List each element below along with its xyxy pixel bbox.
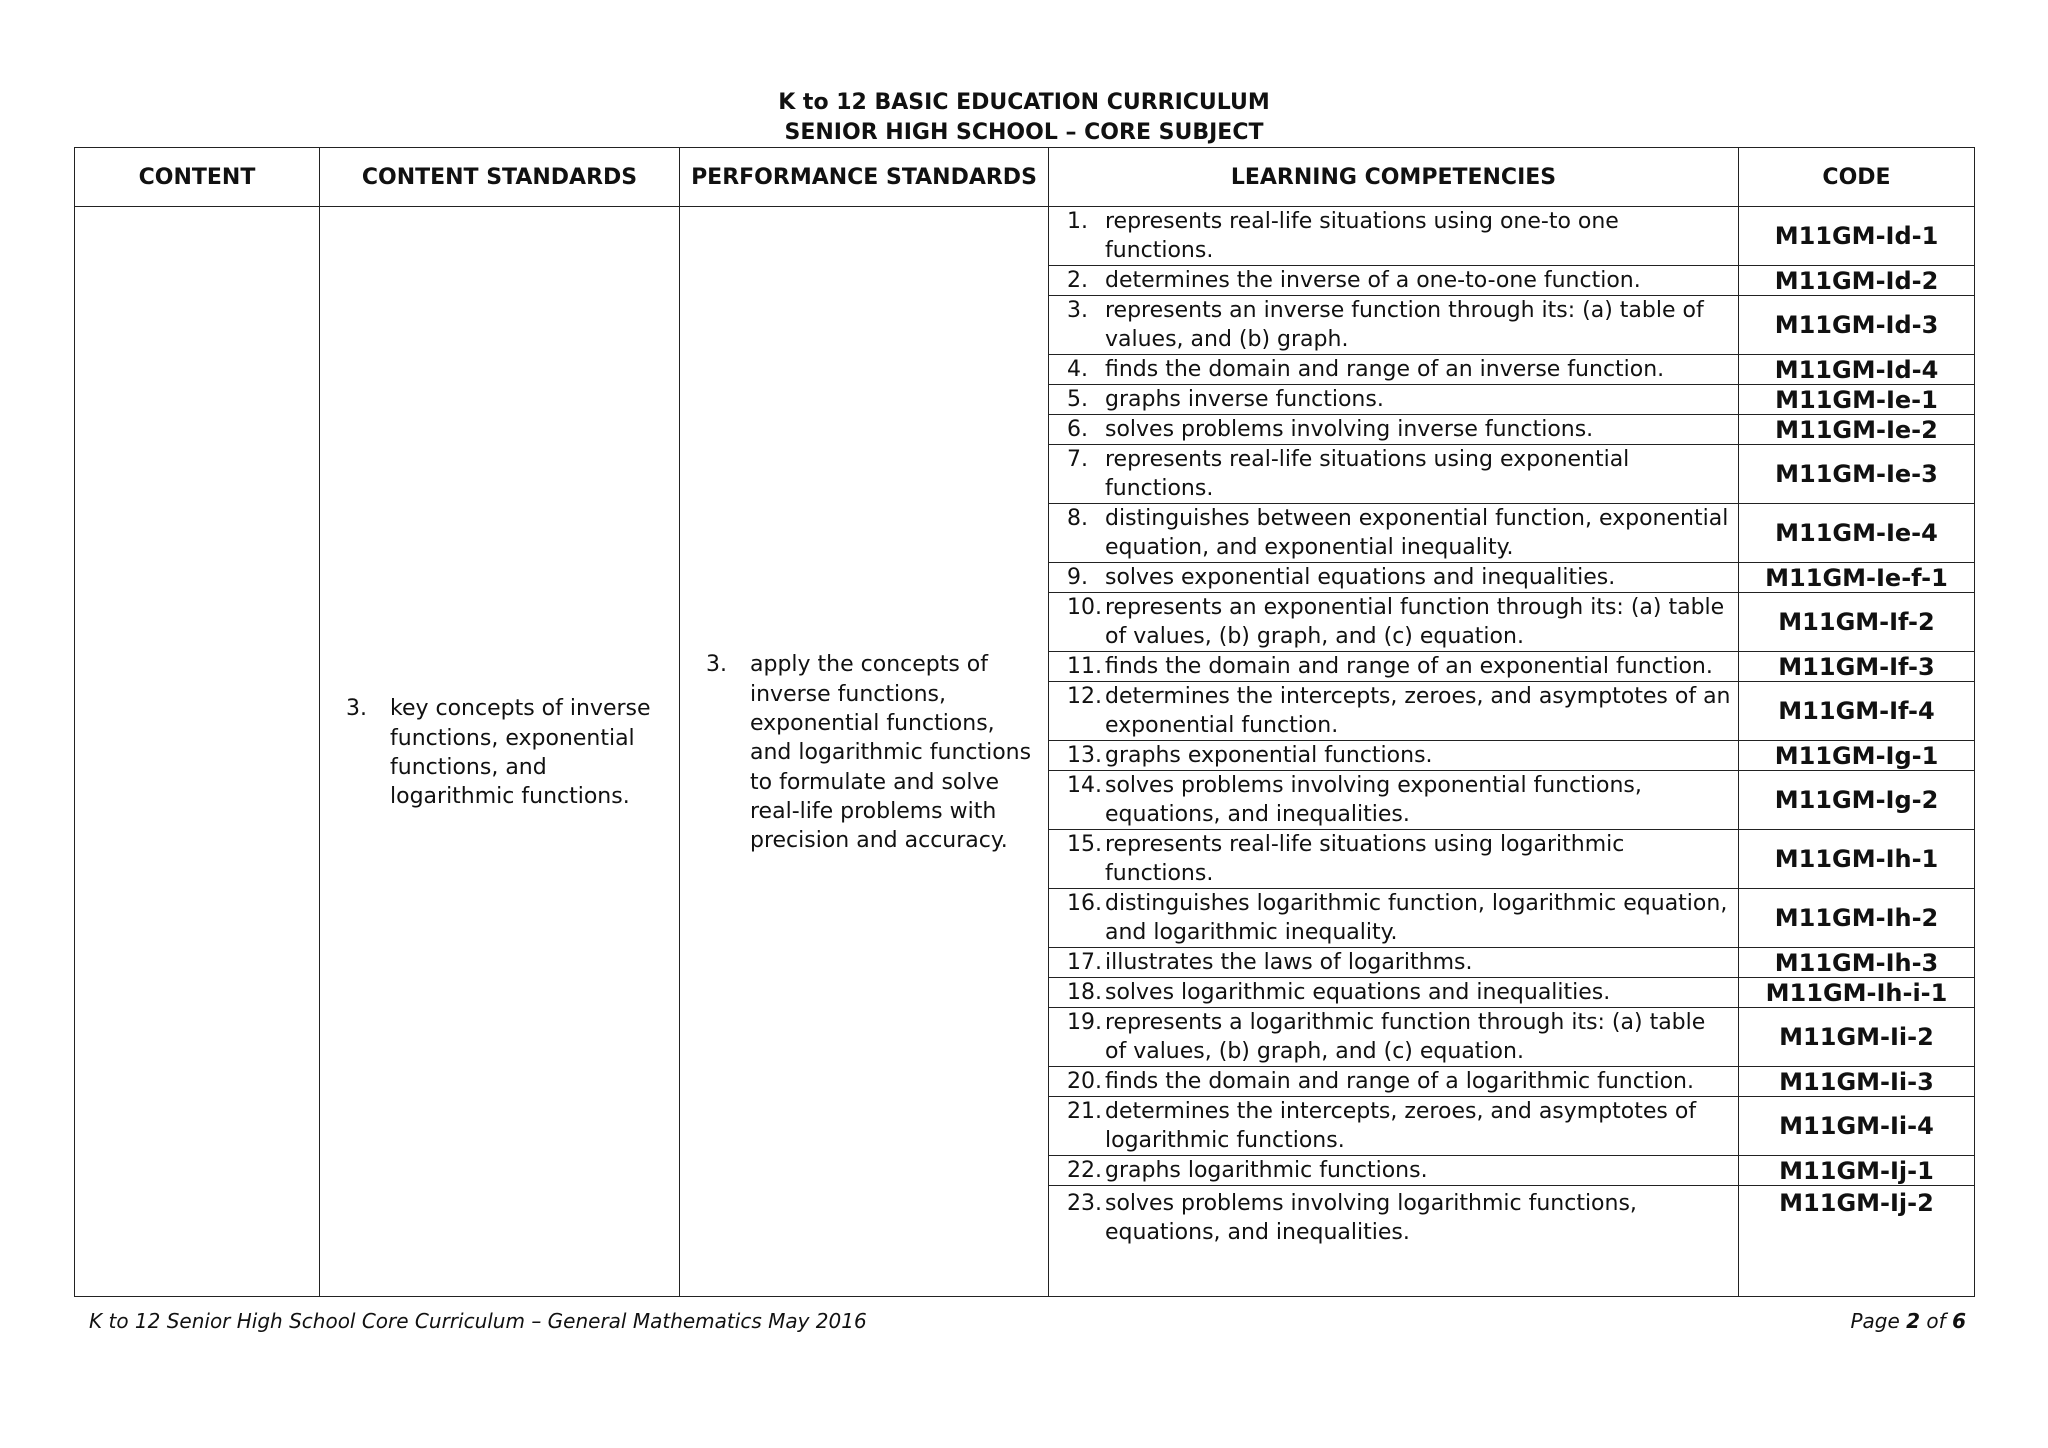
competency-code: M11GM-Id-2 <box>1739 266 1975 296</box>
competency-number: 7. <box>1067 447 1088 472</box>
competency-number: 4. <box>1067 357 1088 382</box>
competency-code: M11GM-If-2 <box>1739 593 1975 652</box>
learning-competency <box>1049 978 1738 1007</box>
competency-number: 15. <box>1067 832 1102 857</box>
competency-text: finds the domain and range of an inverse function. <box>1105 357 1665 382</box>
performance-standard-number: 3. <box>706 652 727 678</box>
learning-competency <box>1049 1097 1738 1155</box>
learning-competency-cell <box>1049 415 1739 445</box>
column-header-code: CODE <box>1739 148 1975 207</box>
competency-number: 12. <box>1067 684 1102 709</box>
content-standard-item <box>320 691 679 811</box>
competency-code: M11GM-Ii-3 <box>1739 1067 1975 1097</box>
footer-page-number: Page 2 of 6 <box>1850 1309 1966 1333</box>
learning-competency <box>1049 771 1738 829</box>
competency-text: finds the domain and range of an exponential function. <box>1105 654 1713 679</box>
competency-code: M11GM-If-3 <box>1739 652 1975 682</box>
learning-competency <box>1049 1067 1738 1096</box>
competency-text: determines the intercepts, zeroes, and asymptotes of an exponential function. <box>1105 684 1731 738</box>
learning-competency <box>1049 652 1738 681</box>
learning-competency <box>1049 1008 1738 1066</box>
learning-competency <box>1049 355 1738 384</box>
competency-number: 21. <box>1067 1099 1102 1124</box>
learning-competency <box>1049 682 1738 740</box>
learning-competency <box>1049 889 1738 947</box>
curriculum-title: K to 12 BASIC EDUCATION CURRICULUM <box>778 90 1270 115</box>
current-page: 2 <box>1906 1309 1921 1333</box>
performance-standard-cell <box>680 207 1049 1297</box>
learning-competency <box>1049 207 1738 265</box>
competency-code: M11GM-Ii-4 <box>1739 1097 1975 1156</box>
competency-text: represents an inverse function through its: (a) table of values, and (b) graph. <box>1105 298 1704 352</box>
competency-number: 2. <box>1067 268 1088 293</box>
learning-competency-cell <box>1049 593 1739 652</box>
competency-number: 1. <box>1067 209 1088 234</box>
competency-number: 13. <box>1067 743 1102 768</box>
competency-text: represents a logarithmic function through its: (a) table of values, (b) graph, and (c) equation. <box>1105 1010 1706 1064</box>
learning-competency-cell <box>1049 385 1739 415</box>
learning-competency-cell <box>1049 889 1739 948</box>
learning-competency-cell <box>1049 1156 1739 1186</box>
competency-code: M11GM-Ih-2 <box>1739 889 1975 948</box>
learning-competency <box>1049 504 1738 562</box>
competency-code: M11GM-Ig-1 <box>1739 741 1975 771</box>
competency-number: 11. <box>1067 654 1102 679</box>
column-header-performance-standards: PERFORMANCE STANDARDS <box>680 148 1049 207</box>
competency-number: 3. <box>1067 298 1088 323</box>
learning-competency <box>1049 1189 1738 1247</box>
learning-competency-cell <box>1049 682 1739 741</box>
competency-number: 16. <box>1067 891 1102 916</box>
competency-number: 19. <box>1067 1010 1102 1035</box>
competency-code: M11GM-Id-4 <box>1739 355 1975 385</box>
competency-text: solves logarithmic equations and inequalities. <box>1105 980 1611 1005</box>
content-standard-text: key concepts of inverse functions, exponential functions, and logarithmic functions. <box>390 696 651 810</box>
content-standard-number: 3. <box>346 696 367 722</box>
learning-competency-cell <box>1049 830 1739 889</box>
content-cell <box>75 207 320 1297</box>
competency-code: M11GM-Ie-f-1 <box>1739 563 1975 593</box>
competency-number: 20. <box>1067 1069 1102 1094</box>
competency-code: M11GM-Id-1 <box>1739 207 1975 266</box>
competency-text: graphs inverse functions. <box>1105 387 1384 412</box>
column-header-learning-competencies: LEARNING COMPETENCIES <box>1049 148 1739 207</box>
performance-standard-text: apply the concepts of inverse functions, exponential functions, and logarithmic functions to formulate and solve real-life problems with precision and accuracy. <box>750 652 1032 854</box>
competency-number: 5. <box>1067 387 1088 412</box>
competency-text: distinguishes between exponential function, exponential equation, and exponential inequality. <box>1105 506 1729 560</box>
competency-code: M11GM-Id-3 <box>1739 296 1975 355</box>
competency-code: M11GM-Ie-3 <box>1739 445 1975 504</box>
learning-competency <box>1049 830 1738 888</box>
learning-competency-cell <box>1049 207 1739 266</box>
learning-competency-cell <box>1049 355 1739 385</box>
table-row <box>75 207 1975 266</box>
footer-document-title: K to 12 Senior High School Core Curriculum – General Mathematics May 2016 <box>89 1309 867 1333</box>
learning-competency <box>1049 296 1738 354</box>
competency-code: M11GM-Ij-2 <box>1739 1186 1975 1297</box>
curriculum-subtitle: SENIOR HIGH SCHOOL – CORE SUBJECT <box>784 120 1264 145</box>
learning-competency-cell <box>1049 771 1739 830</box>
learning-competency <box>1049 741 1738 770</box>
competency-text: graphs logarithmic functions. <box>1105 1158 1428 1183</box>
curriculum-table <box>74 147 1975 1297</box>
learning-competency <box>1049 1156 1738 1185</box>
learning-competency-cell <box>1049 266 1739 296</box>
learning-competency-cell <box>1049 1008 1739 1067</box>
document-header <box>0 88 2048 148</box>
competency-text: solves problems involving inverse functions. <box>1105 417 1594 442</box>
competency-text: represents real-life situations using exponential functions. <box>1105 447 1630 501</box>
competency-number: 17. <box>1067 950 1102 975</box>
competency-code: M11GM-Ih-3 <box>1739 948 1975 978</box>
competency-text: distinguishes logarithmic function, logarithmic equation, and logarithmic inequality. <box>1105 891 1728 945</box>
learning-competency <box>1049 415 1738 444</box>
competency-text: represents real-life situations using logarithmic functions. <box>1105 832 1625 886</box>
competency-number: 6. <box>1067 417 1088 442</box>
competency-text: solves problems involving logarithmic functions, equations, and inequalities. <box>1105 1191 1637 1245</box>
competency-text: represents real-life situations using one-to one functions. <box>1105 209 1619 263</box>
learning-competency-cell <box>1049 445 1739 504</box>
learning-competency <box>1049 563 1738 592</box>
learning-competency-cell <box>1049 563 1739 593</box>
learning-competency-cell <box>1049 1067 1739 1097</box>
content-standard-cell <box>320 207 680 1297</box>
column-header-content-standards: CONTENT STANDARDS <box>320 148 680 207</box>
performance-standard-item <box>680 647 1048 855</box>
competency-text: solves problems involving exponential functions, equations, and inequalities. <box>1105 773 1642 827</box>
competency-code: M11GM-Ih-i-1 <box>1739 978 1975 1008</box>
learning-competency-cell <box>1049 948 1739 978</box>
table-header-row <box>75 148 1975 207</box>
learning-competency-cell <box>1049 504 1739 563</box>
competency-code: M11GM-Ij-1 <box>1739 1156 1975 1186</box>
competency-code: M11GM-Ig-2 <box>1739 771 1975 830</box>
learning-competency <box>1049 385 1738 414</box>
competency-number: 23. <box>1067 1191 1102 1216</box>
learning-competency-cell <box>1049 741 1739 771</box>
competency-text: graphs exponential functions. <box>1105 743 1433 768</box>
competency-code: M11GM-Ie-2 <box>1739 415 1975 445</box>
column-header-content: CONTENT <box>75 148 320 207</box>
competency-text: determines the inverse of a one-to-one function. <box>1105 268 1641 293</box>
learning-competency-cell <box>1049 1186 1739 1297</box>
learning-competency-cell <box>1049 978 1739 1008</box>
competency-number: 22. <box>1067 1158 1102 1183</box>
competency-code: M11GM-Ih-1 <box>1739 830 1975 889</box>
competency-code: M11GM-Ie-4 <box>1739 504 1975 563</box>
competency-number: 8. <box>1067 506 1088 531</box>
competency-code: M11GM-Ie-1 <box>1739 385 1975 415</box>
competency-text: determines the intercepts, zeroes, and asymptotes of logarithmic functions. <box>1105 1099 1697 1153</box>
learning-competency <box>1049 593 1738 651</box>
competency-code: M11GM-If-4 <box>1739 682 1975 741</box>
learning-competency <box>1049 266 1738 295</box>
competency-number: 10. <box>1067 595 1102 620</box>
total-pages: 6 <box>1952 1309 1966 1333</box>
competency-code: M11GM-Ii-2 <box>1739 1008 1975 1067</box>
learning-competency <box>1049 948 1738 977</box>
competency-text: solves exponential equations and inequalities. <box>1105 565 1616 590</box>
learning-competency <box>1049 445 1738 503</box>
learning-competency-cell <box>1049 1097 1739 1156</box>
competency-number: 9. <box>1067 565 1088 590</box>
competency-text: illustrates the laws of logarithms. <box>1105 950 1473 975</box>
competency-number: 18. <box>1067 980 1102 1005</box>
learning-competency-cell <box>1049 296 1739 355</box>
competency-text: represents an exponential function through its: (a) table of values, (b) graph, and (c) equation. <box>1105 595 1725 649</box>
learning-competency-cell <box>1049 652 1739 682</box>
competency-number: 14. <box>1067 773 1102 798</box>
competency-text: finds the domain and range of a logarithmic function. <box>1105 1069 1694 1094</box>
